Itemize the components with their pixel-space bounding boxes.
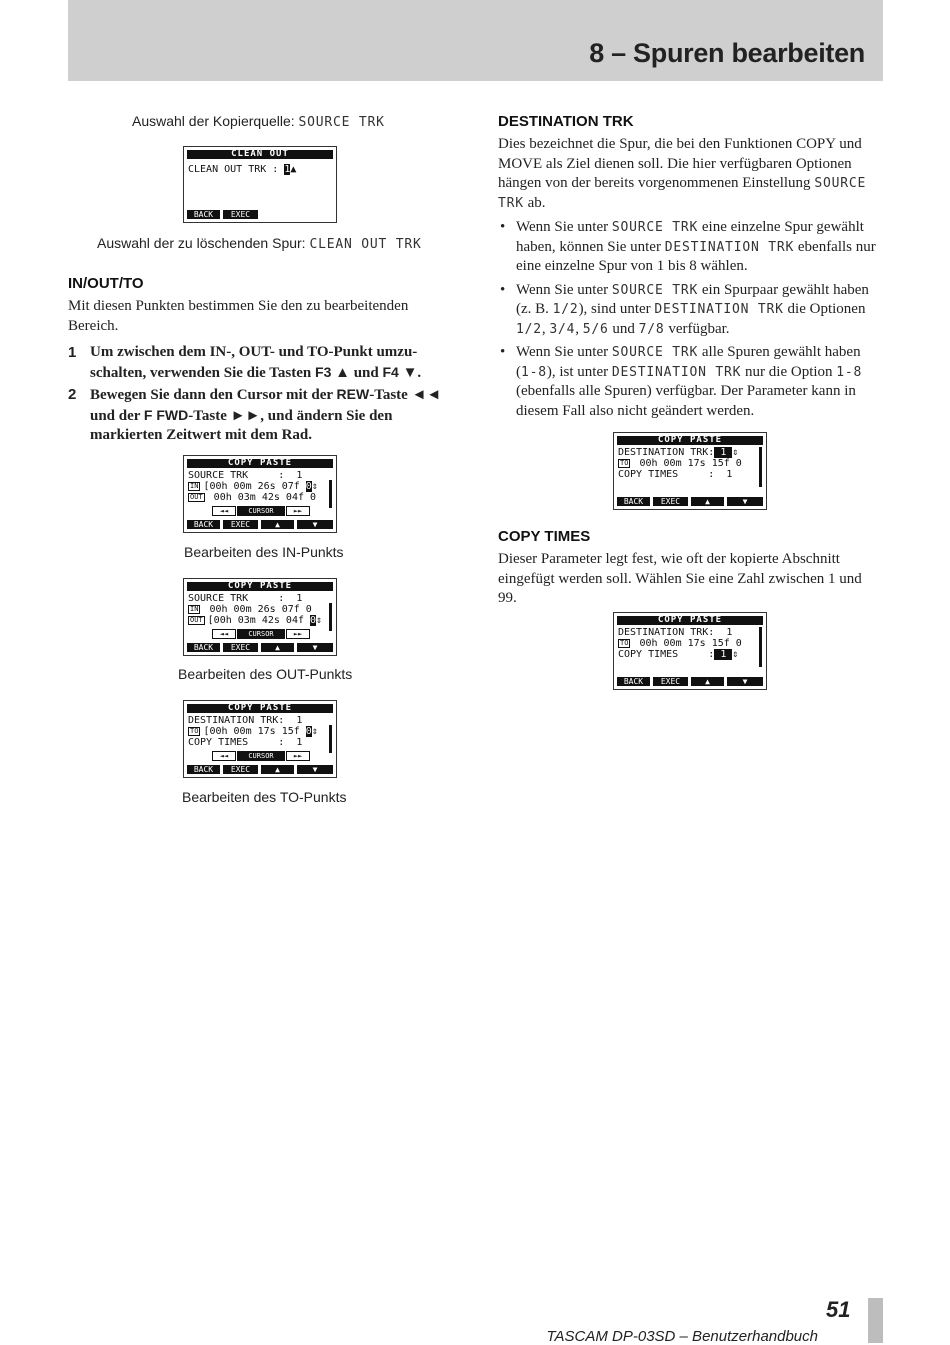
back-button: BACK [617,677,650,686]
bullet-text: ebenfalls nur eine einzelne Spur von 1 bis 8 wählen. [516,238,876,274]
chapter-title: 8 – Spuren bearbeiten [589,38,865,68]
in-tag: IN [190,605,199,613]
up-arrow-icon: ▲ [691,497,724,506]
code-term: 1/2 [552,302,579,317]
exec-button: EXEC [653,677,688,686]
screen-line [188,726,318,737]
screen-destination [613,432,767,510]
back-button: BACK [187,643,220,652]
paragraph-text: ab. [523,194,546,211]
to-tag: TO [190,727,199,735]
bullet-text: alle Spuren gewählt haben ( [516,344,861,380]
step-text-part: ▼. [398,364,422,381]
to-tag: TO [620,459,629,467]
fast-forward-icon: ►► [286,751,310,761]
screen-line: COPY TIMES : 1 [618,469,733,480]
bullet-text: ), ist unter [546,363,612,380]
code-term: 1-8 [836,364,863,380]
code-term: SOURCE TRK [611,220,699,235]
code-term: DESTINATION TRK [664,239,795,255]
screen-in-point [183,455,337,533]
bullet-text: verfügbar. [664,320,730,337]
back-button: BACK [187,210,220,219]
out-tag: OUT [190,616,203,624]
bullet-text: , [541,320,550,337]
up-arrow-icon: ▲ [261,765,294,774]
step-number: 2 [68,386,77,403]
screen-line-text: [00h 03m 42s 04f [207,615,311,626]
bullet-text: , [575,320,583,337]
caption-to: Bearbeiten des TO-Punkts [182,789,347,805]
screen-line-text: CLEAN OUT TRK : [188,164,285,175]
caption-source-text: Auswahl der Kopierquelle: [132,113,299,129]
paragraph-destination [498,135,868,213]
bullet-text: ), sind unter [578,301,655,317]
screen-line [188,481,318,492]
up-down-arrow-icon: ⇕ [311,726,318,737]
bullet-text: ein Spurpaar gewählt haben (z. B. [516,281,869,317]
screen-line: SOURCE TRK : 1 [188,593,303,604]
up-down-arrow-icon: ⇕ [732,447,739,458]
rewind-icon: ◄◄ [212,629,236,639]
screen-line [188,164,296,175]
down-arrow-icon: ▼ [297,765,333,774]
code-term: SOURCE TRK [611,345,699,360]
bullet-text: die Optionen [783,301,866,317]
page-number: 51 [826,1297,851,1322]
paragraph-text: Dies bezeichnet die Spur, die bei den Funktionen COPY und MOVE als Ziel dienen soll. Die hier verfügbaren Optionen hängen von der bereits vorgenommenen Einstellung [498,136,862,191]
heading-destination: DESTINATION TRK [498,113,634,130]
screen-title: CLEAN OUT [187,150,333,159]
code-term: 1-8 [521,364,547,380]
step-text-part: -Taste ◄◄ und der [90,387,442,424]
bullet-item [498,218,880,277]
up-down-arrow-icon: ⇕ [732,649,739,660]
bullet-text: Wenn Sie unter [516,344,612,360]
screen-line: SOURCE TRK : 1 [188,470,303,481]
exec-button: EXEC [223,643,258,652]
step-2 [68,385,450,445]
exec-button: EXEC [223,765,258,774]
up-down-arrow-icon: ⇕ [311,481,318,492]
screen-buttons [187,210,333,219]
bullet-item [498,281,880,340]
screen-to-point [183,700,337,778]
screen-line [188,604,312,615]
scrollbar-icon [759,447,762,487]
step-text-part: Bewegen Sie dann den Cursor mit der [90,387,337,403]
step-text-part: ▲ und [331,364,383,381]
screen-buttons [187,643,333,652]
step-1 [68,343,450,383]
code-term: SOURCE TRK [611,282,699,298]
down-arrow-icon: ▼ [297,520,333,529]
screen-buttons [187,765,333,774]
caption-in: Bearbeiten des IN-Punkts [184,544,344,560]
screen-line: DESTINATION TRK: 1 [188,715,303,726]
screen-selected-value: 0 [305,481,312,492]
step-number: 1 [68,344,77,361]
screen-title: COPY PASTE [617,436,763,445]
screen-line-text: [00h 00m 26s 07f [203,481,306,492]
screen-clean-out [183,146,337,223]
out-tag: OUT [190,493,203,501]
screen-line-text: DESTINATION TRK: [618,447,715,458]
exec-button: EXEC [653,497,688,506]
back-button: BACK [187,765,220,774]
step-text [90,343,450,383]
scrollbar-icon [329,725,332,753]
cursor-label: CURSOR [237,506,285,516]
cursor-label: CURSOR [237,629,285,639]
caption-clean-code: CLEAN OUT TRK [309,237,422,252]
up-down-arrow-icon: ⇕ [316,615,323,626]
screen-out-point [183,578,337,656]
screen-line-text: 00h 00m 17s 15f 0 [633,458,742,469]
step-text-part: -Taste ►►, und ändern Sie den markierten Zeitwert mit dem Rad. [90,407,393,443]
code-term: DESTINATION TRK [654,302,784,317]
chapter-header [68,0,883,81]
exec-button: EXEC [223,210,258,219]
code-term: 1/2 [516,321,542,337]
key-ffwd: F FWD [143,406,189,423]
bullet-text: und [608,320,639,337]
paragraph-copy-times: Dieser Parameter legt fest, wie oft der kopierte Abschnitt eingefügt werden soll. Wählen Sie eine Zahl zwischen 1 und 99. [498,551,862,606]
screen-line [618,458,742,469]
in-tag: IN [190,482,199,490]
screen-title: COPY PASTE [617,616,763,625]
screen-selected-value: 0 [310,615,317,626]
cursor-label: CURSOR [237,751,285,761]
caption-clean [97,235,422,252]
paragraph-inoutto: Mit diesen Punkten bestimmen Sie den zu bearbeitenden Bereich. [68,298,409,334]
heading-inoutto: IN/OUT/TO [68,275,144,292]
back-button: BACK [187,520,220,529]
screen-title: COPY PASTE [187,582,333,591]
rewind-icon: ◄◄ [212,751,236,761]
rewind-icon: ◄◄ [212,506,236,516]
caption-source [132,113,385,130]
screen-line-text: COPY TIMES : [618,649,715,660]
screen-line: COPY TIMES : 1 [188,737,303,748]
bullet-text: Wenn Sie unter [516,281,612,298]
screen-line-text: [00h 00m 17s 15f [203,726,306,737]
code-term: SOURCE TRK [498,176,867,211]
code-term: 5/6 [582,321,609,337]
screen-line [188,492,316,503]
back-button: BACK [617,497,650,506]
step-text-part: Um zwischen dem IN-, OUT- und TO-Punkt umzu-schalten, verwenden Sie die Tasten [90,344,418,381]
key-f3: F3 [315,363,332,380]
up-arrow-icon: ▲ [691,677,724,686]
key-rew: REW [336,386,370,402]
screen-line [618,447,738,458]
screen-copy-times [613,612,767,690]
down-arrow-icon: ▼ [727,677,763,686]
caption-clean-text: Auswahl der zu löschenden Spur: [97,235,310,251]
bullet-text: eine einzelne Spur gewählt haben, können Sie unter [516,219,864,255]
page-thumb-tab [868,1298,883,1343]
up-arrow-icon: ▲ [261,643,294,652]
fast-forward-icon: ►► [286,629,310,639]
up-arrow-icon: ▲ [261,520,294,529]
down-arrow-icon: ▼ [297,643,333,652]
heading-copy-times: COPY TIMES [498,528,591,545]
bullet-text: Wenn Sie unter [516,219,612,235]
footer-text: TASCAM DP-03SD – Benutzerhandbuch [546,1328,818,1345]
screen-selected-value: 1 [714,649,732,660]
up-arrow-icon: ▲ [290,164,297,175]
screen-buttons [617,497,763,506]
screen-selected-value: 1 [714,447,732,458]
code-term: 7/8 [638,321,665,337]
screen-selected-value: 1 [284,164,291,175]
step-text [90,385,450,446]
key-f4: F4 [382,363,399,380]
screen-line [618,638,742,649]
fast-forward-icon: ►► [286,506,310,516]
destination-bullets [498,218,880,425]
scrollbar-icon [329,603,332,631]
screen-line-text: 00h 03m 42s 04f 0 [207,492,317,503]
code-term: DESTINATION TRK [611,364,742,380]
bullet-text: nur die Option [741,363,837,380]
caption-out: Bearbeiten des OUT-Punkts [178,666,353,682]
screen-selected-value: 0 [305,726,312,737]
bullet-item [498,343,880,421]
screen-line [188,615,322,626]
screen-line: DESTINATION TRK: 1 [618,627,733,638]
screen-line-text: 00h 00m 26s 07f 0 [203,604,312,615]
to-tag: TO [620,639,629,647]
down-arrow-icon: ▼ [727,497,763,506]
screen-buttons [187,520,333,529]
screen-title: COPY PASTE [187,704,333,713]
scrollbar-icon [329,480,332,508]
screen-title: COPY PASTE [187,459,333,468]
code-term: 3/4 [549,321,576,337]
scrollbar-icon [759,627,762,667]
screen-buttons [617,677,763,686]
bullet-text: (ebenfalls alle Spuren) verfügbar. Der Parameter kann in diesem Fall also nicht geändert werden. [516,383,856,419]
screen-line [618,649,738,660]
exec-button: EXEC [223,520,258,529]
screen-line-text: 00h 00m 17s 15f 0 [633,638,742,649]
caption-source-code: SOURCE TRK [298,115,385,130]
